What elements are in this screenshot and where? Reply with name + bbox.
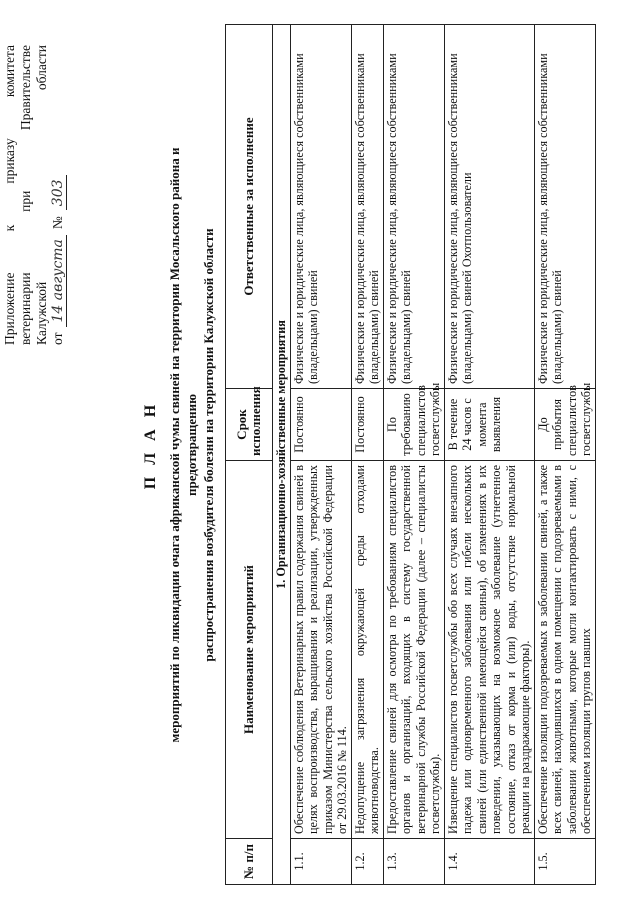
table-header-row — [226, 25, 273, 885]
plan-subtitle-line2: распространения возбудителя болезни на территории Калужской области — [201, 228, 216, 662]
row-measure: Недопущение загрязнения окружающей среды отходами животноводства. — [351, 461, 383, 839]
appendix-order: приказу — [2, 138, 17, 184]
plan-subtitle-line1: мероприятий по ликвидации очага африканской чумы свиней на территории Мосальского района и предотвращению — [167, 147, 199, 743]
appendix-committee: комитета — [2, 45, 17, 98]
header-num: № п/п — [226, 839, 273, 885]
table-row — [534, 25, 595, 885]
date-prefix: от — [50, 332, 65, 345]
number-prefix: № — [50, 216, 65, 230]
row-responsible: Физические и юридические лица, являющиеся собственниками (владельцами) свиней — [351, 25, 383, 389]
measures-table — [225, 24, 596, 885]
plan-title-block — [142, 105, 217, 785]
row-term: До прибытия специалистов госветслужбы — [534, 389, 595, 461]
row-num: 1.1. — [290, 839, 351, 885]
appendix-header — [2, 45, 67, 345]
plan-title: П Л А Н — [142, 400, 159, 490]
section-title: 1. Организационно-хозяйственные мероприятия — [273, 25, 291, 885]
header-term: Срок исполнения — [226, 389, 273, 461]
header-responsible: Ответственные за исполнение — [226, 25, 273, 389]
row-term: По требованию специалистов госветслужбы — [383, 389, 444, 461]
row-measure: Извещение специалистов госветслужбы обо всех случаях внезапного падежа или одновременного заболевания или гибели нескольких свиней (или единственной имеющейся свиньи), об изменениях в их поведении, указывающих на возможное заболевание (угнетенное состояние, отказ от корма и (или) воды, отсутствие нормальной реакции на раздражающие факторы). — [444, 461, 534, 839]
row-num: 1.2. — [351, 839, 383, 885]
row-term: В течение 24 часов с момента выявления — [444, 389, 534, 461]
table-row — [383, 25, 444, 885]
handwritten-date: 14 августа — [50, 235, 67, 326]
table-row — [290, 25, 351, 885]
row-responsible: Физические и юридические лица, являющиеся собственниками (владельцами) свиней — [383, 25, 444, 389]
row-term: Постоянно — [290, 389, 351, 461]
row-measure: Обеспечение соблюдения Ветеринарных правил содержания свиней в целях воспроизводства, выращивания и реализации, утвержденных приказом Министерства сельского хозяйства Российской Федерации от 29.03.2016 № 114. — [290, 461, 351, 839]
section-row — [273, 25, 291, 885]
appendix-label: Приложение — [2, 272, 17, 345]
table-row — [444, 25, 534, 885]
header-measure: Наименование мероприятий — [226, 461, 273, 839]
row-responsible: Физические и юридические лица, являющиеся собственниками (владельцами) свиней Охотпользователи — [444, 25, 534, 389]
row-responsible: Физические и юридические лица, являющиеся собственниками (владельцами) свиней — [290, 25, 351, 389]
row-measure: Обеспечение изоляции подозреваемых в заболевании свиней, а также всех свиней, находившихся в одном помещении с подозреваемыми в заболевании животными, которые могли контактировать с ними, с обеспечением изоляции трупов павших — [534, 461, 595, 839]
table-row — [351, 25, 383, 885]
appendix-region: области — [34, 45, 49, 91]
row-num: 1.4. — [444, 839, 534, 885]
row-measure: Предоставление свиней для осмотра по требованиям специалистов органов и организаций, входящих в систему государственной ветеринарной службы Российской Федерации (далее – специалисты госветслужбы). — [383, 461, 444, 839]
row-term: Постоянно — [351, 389, 383, 461]
appendix-at: при — [18, 190, 33, 212]
row-num: 1.5. — [534, 839, 595, 885]
row-responsible: Физические и юридические лица, являющиеся собственниками (владельцами) свиней — [534, 25, 595, 389]
appendix-gov: Правительстве — [18, 45, 33, 131]
appendix-kaluga: Калужской — [34, 281, 49, 345]
appendix-vet: ветеринарии — [18, 272, 33, 345]
row-num: 1.3. — [383, 839, 444, 885]
handwritten-number: 303 — [50, 175, 67, 210]
appendix-k: к — [2, 224, 17, 232]
